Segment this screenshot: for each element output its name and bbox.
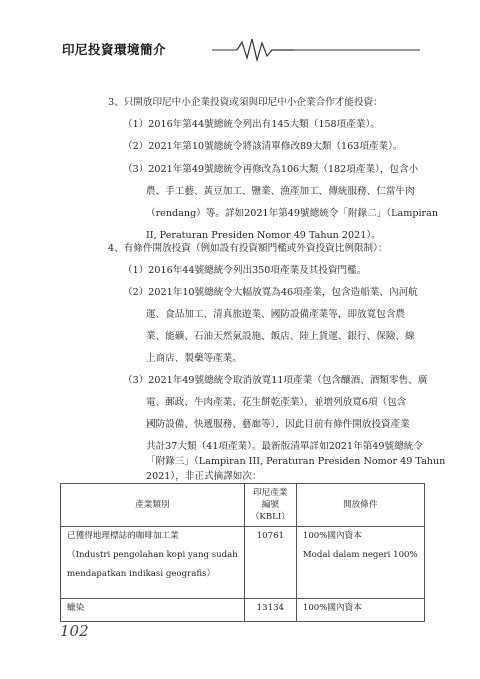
column-header-category: 產業類別: [61, 484, 245, 527]
header-title: 印尼投資環境簡介: [62, 42, 167, 57]
text-line: 國防設備、快遞服務、藝廊等），因此目前有條件開放投資產業: [146, 419, 410, 430]
text-line: 2021），非正式摘譯如次：: [146, 471, 262, 482]
table-row: [61, 599, 425, 622]
kbli-cell: 10761: [244, 527, 296, 599]
kbli-cell: 13134: [244, 599, 296, 622]
text-line: （2）2021年10號總統令大幅放寬為46項產業，包含造船業、內河航: [123, 287, 418, 298]
text-line: （2）2021年第10號總統令將該清單修改89大類（163項產業）。: [123, 141, 403, 152]
text-line: 業、能礦、石油天然氣設施、飯店、陸上貨運、銀行、保險、線: [146, 331, 415, 342]
text-line: （3）2021年49號總統令取消放寬11項產業（包含釀酒、酒類零售、廣: [123, 375, 428, 386]
text-line: （1）2016年44號總統令列出350項產業及其投資門檻。: [123, 265, 367, 276]
text-line: 「附錄三」（Lampiran III, Peraturan Presiden Nomor 49 Tahun: [146, 456, 446, 467]
column-header-kbli: 印尼產業 編號 （KBLI）: [244, 484, 296, 527]
text-line: 農、手工藝、黃豆加工、鹽業、漁產加工、傳統服務、仁當牛肉: [146, 186, 415, 197]
category-cell: 已獲得地理標誌的咖啡加工業 （Industri pengolahan kopi yang sudah mendapatkan indikasi geografis）: [61, 527, 245, 599]
condition-cell: 100%國內資本: [296, 599, 424, 622]
industry-table: [60, 483, 425, 622]
page-header: [62, 34, 422, 64]
text-line: II, Peraturan Presiden Nomor 49 Tahun 2021）。: [146, 230, 381, 241]
text-line: 電、郵政、牛肉產業、花生餅乾產業），並增列放寬6項（包含: [146, 397, 407, 408]
text-line: 共計37大類（41項產業）。最新版清單詳如2021年第49號總統令: [146, 441, 423, 452]
table-row: [61, 527, 425, 599]
table-header-row: [61, 484, 425, 527]
text-line: （rendang）等。詳如2021年第49號總統令「附錄二」（Lampiran: [146, 208, 439, 219]
column-header-condition: 開放條件: [296, 484, 424, 527]
text-line: 4、有條件開放投資（例如設有投資額門檻或外資投資比例限制）：: [108, 243, 388, 254]
page-number: 102: [60, 622, 89, 640]
text-line: 3、只開放印尼中小企業投資或須與印尼中小企業合作才能投資：: [108, 97, 383, 108]
text-line: 運、食品加工、清真旅遊業、國防設備產業等，即放寬包含農: [146, 309, 406, 320]
category-cell: 蠟染: [61, 599, 245, 622]
text-line: 上商店、製藥等產業。: [146, 353, 242, 364]
text-line: （3）2021年第49號總統令再修改為106大類（182項產業），包含小: [123, 164, 419, 175]
condition-cell: 100%國內資本 Modal dalam negeri 100%: [296, 527, 424, 599]
text-line: （1）2016年第44號總統令列出有145大類（158項產業）。: [123, 119, 380, 130]
